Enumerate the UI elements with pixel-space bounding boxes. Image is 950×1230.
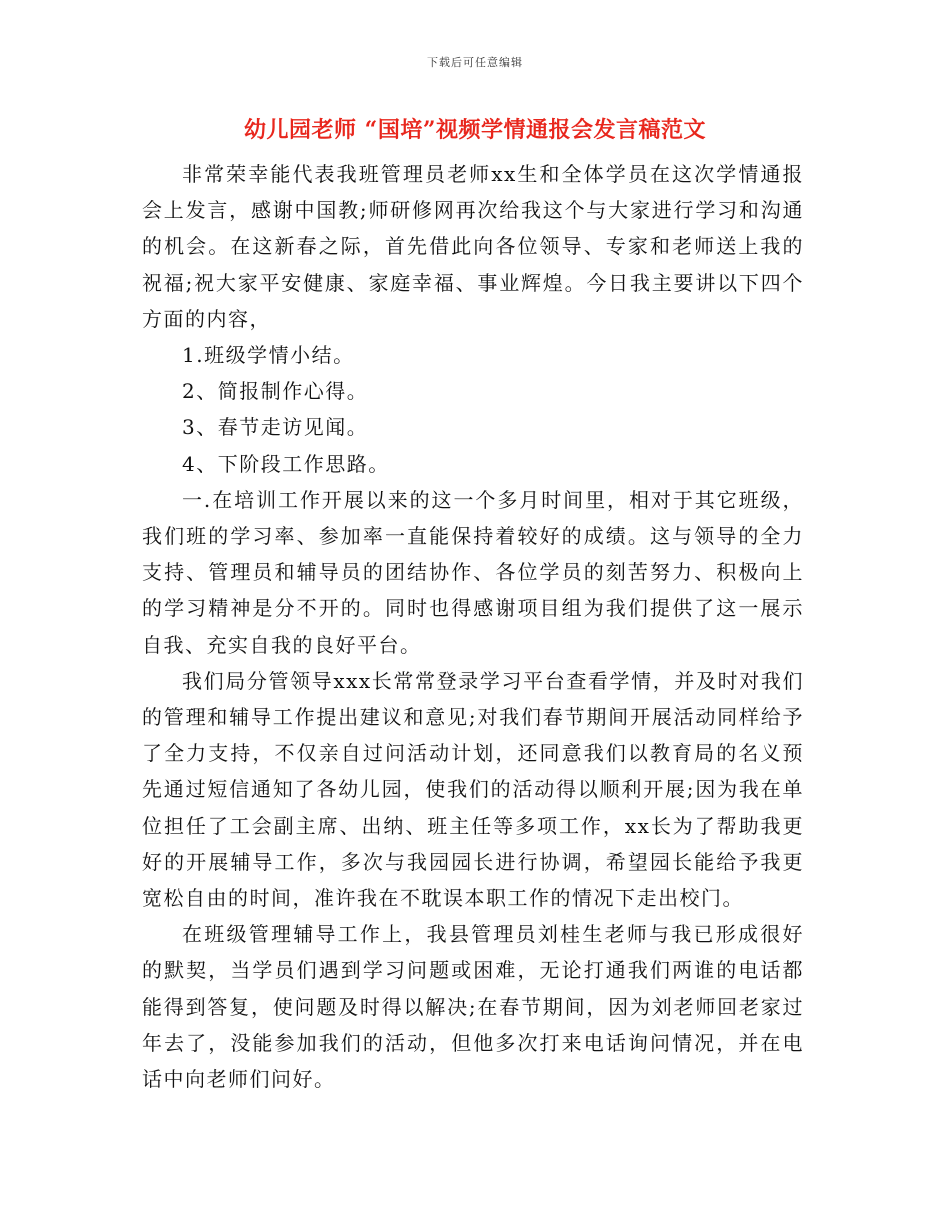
paragraph-leadership: 我们局分管领导xxx长常常登录学习平台查看学情，并及时对我们的管理和辅导工作提出建议和意见;对我们春节期间开展活动同样给予了全力支持，不仅亲自过问活动计划，还同意我们以教育局的名义预先通过短信通知了各幼儿园，使我们的活动得以顺利开展;因为我在单位担任了工会副主席、出纳、班主任等多项工作，xx长为了帮助我更好的开展辅导工作，多次与我园园长进行协调，希望园长能给予我更宽松自由的时间，准许我在不耽误本职工作的情况下走出校门。 bbox=[142, 668, 804, 911]
list-item: 3、春节走访见闻。 bbox=[182, 415, 369, 440]
paragraph-class-management: 在班级管理辅导工作上，我县管理员刘桂生老师与我已形成很好的默契，当学员们遇到学习问题或困难，无论打通我们两谁的电话都能得到答复，使问题及时得以解决;在春节期间，因为刘老师回老家过年去了，没能参加我们的活动，但他多次打来电话询问情况，并在电话中向老师们问好。 bbox=[142, 922, 804, 1092]
list-item: 4、下阶段工作思路。 bbox=[182, 451, 390, 476]
document-title: 幼儿园老师 “国培”视频学情通报会发言稿范文 bbox=[244, 117, 706, 143]
list-item: 1.班级学情小结。 bbox=[182, 343, 355, 368]
paragraph-section-one: 一.在培训工作开展以来的这一个多月时间里，相对于其它班级，我们班的学习率、参加率一直能保持着较好的成绩。这与领导的全力支持、管理员和辅导员的团结协作、各位学员的刻苦努力、积极向上的学习精神是分不开的。同时也得感谢项目组为我们提供了这一展示自我、充实自我的良好平台。 bbox=[142, 487, 804, 657]
document-body bbox=[142, 156, 804, 1097]
paragraph-intro: 非常荣幸能代表我班管理员老师xx生和全体学员在这次学情通报会上发言，感谢中国教;师研修网再次给我这个与大家进行学习和沟通的机会。在这新春之际，首先借此向各位领导、专家和老师送上我的祝福;祝大家平安健康、家庭幸福、事业辉煌。今日我主要讲以下四个方面的内容， bbox=[142, 162, 804, 331]
list-item: 2、简报制作心得。 bbox=[182, 379, 369, 404]
header-note: 下载后可任意编辑 bbox=[427, 56, 523, 69]
